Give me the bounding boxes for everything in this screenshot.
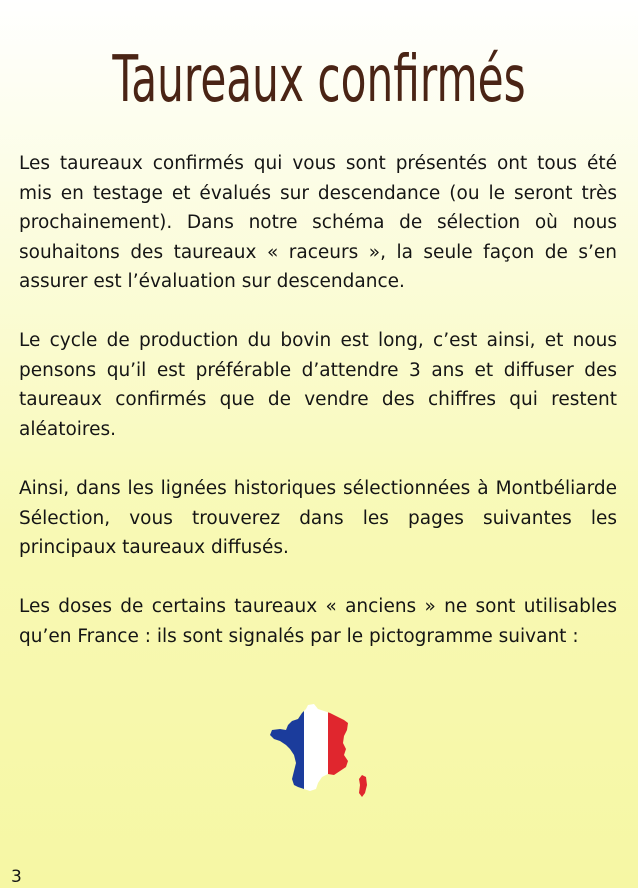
- corsica-shape: [359, 775, 367, 797]
- flag-white-band: [304, 703, 328, 799]
- france-flag-map-icon: [268, 703, 370, 799]
- paragraph-lineages: Ainsi, dans les lignées historiques sélectionnées à Montbéliarde Sélection, vous trouverez dans les pages suivantes les principaux taureaux diffusés.: [19, 478, 617, 558]
- paragraph-production-cycle: Le cycle de production du bovin est long, c’est ainsi, et nous pensons qu’il est préférable d’attendre 3 ans et diffuser des taureaux confirmés que de vendre des chiffres qui restent aléatoires.: [19, 330, 617, 440]
- flag-blue-band: [268, 703, 304, 799]
- page-number: 3: [11, 867, 22, 887]
- page-title: Taureaux confirmés: [112, 43, 526, 117]
- paragraph-france-only-doses: Les doses de certains taureaux « anciens » ne sont utilisables qu’en France : ils sont signalés par le pictogramme suivant :: [19, 596, 617, 647]
- paragraph-intro: Les taureaux confirmés qui vous sont présentés ont tous été mis en testage et évalués sur descendance (ou le seront très prochainement). Dans notre schéma de sélection où nous souhaitons des taureaux « raceurs », la seule façon de s’en assurer est l’évaluation sur descendance.: [19, 153, 617, 292]
